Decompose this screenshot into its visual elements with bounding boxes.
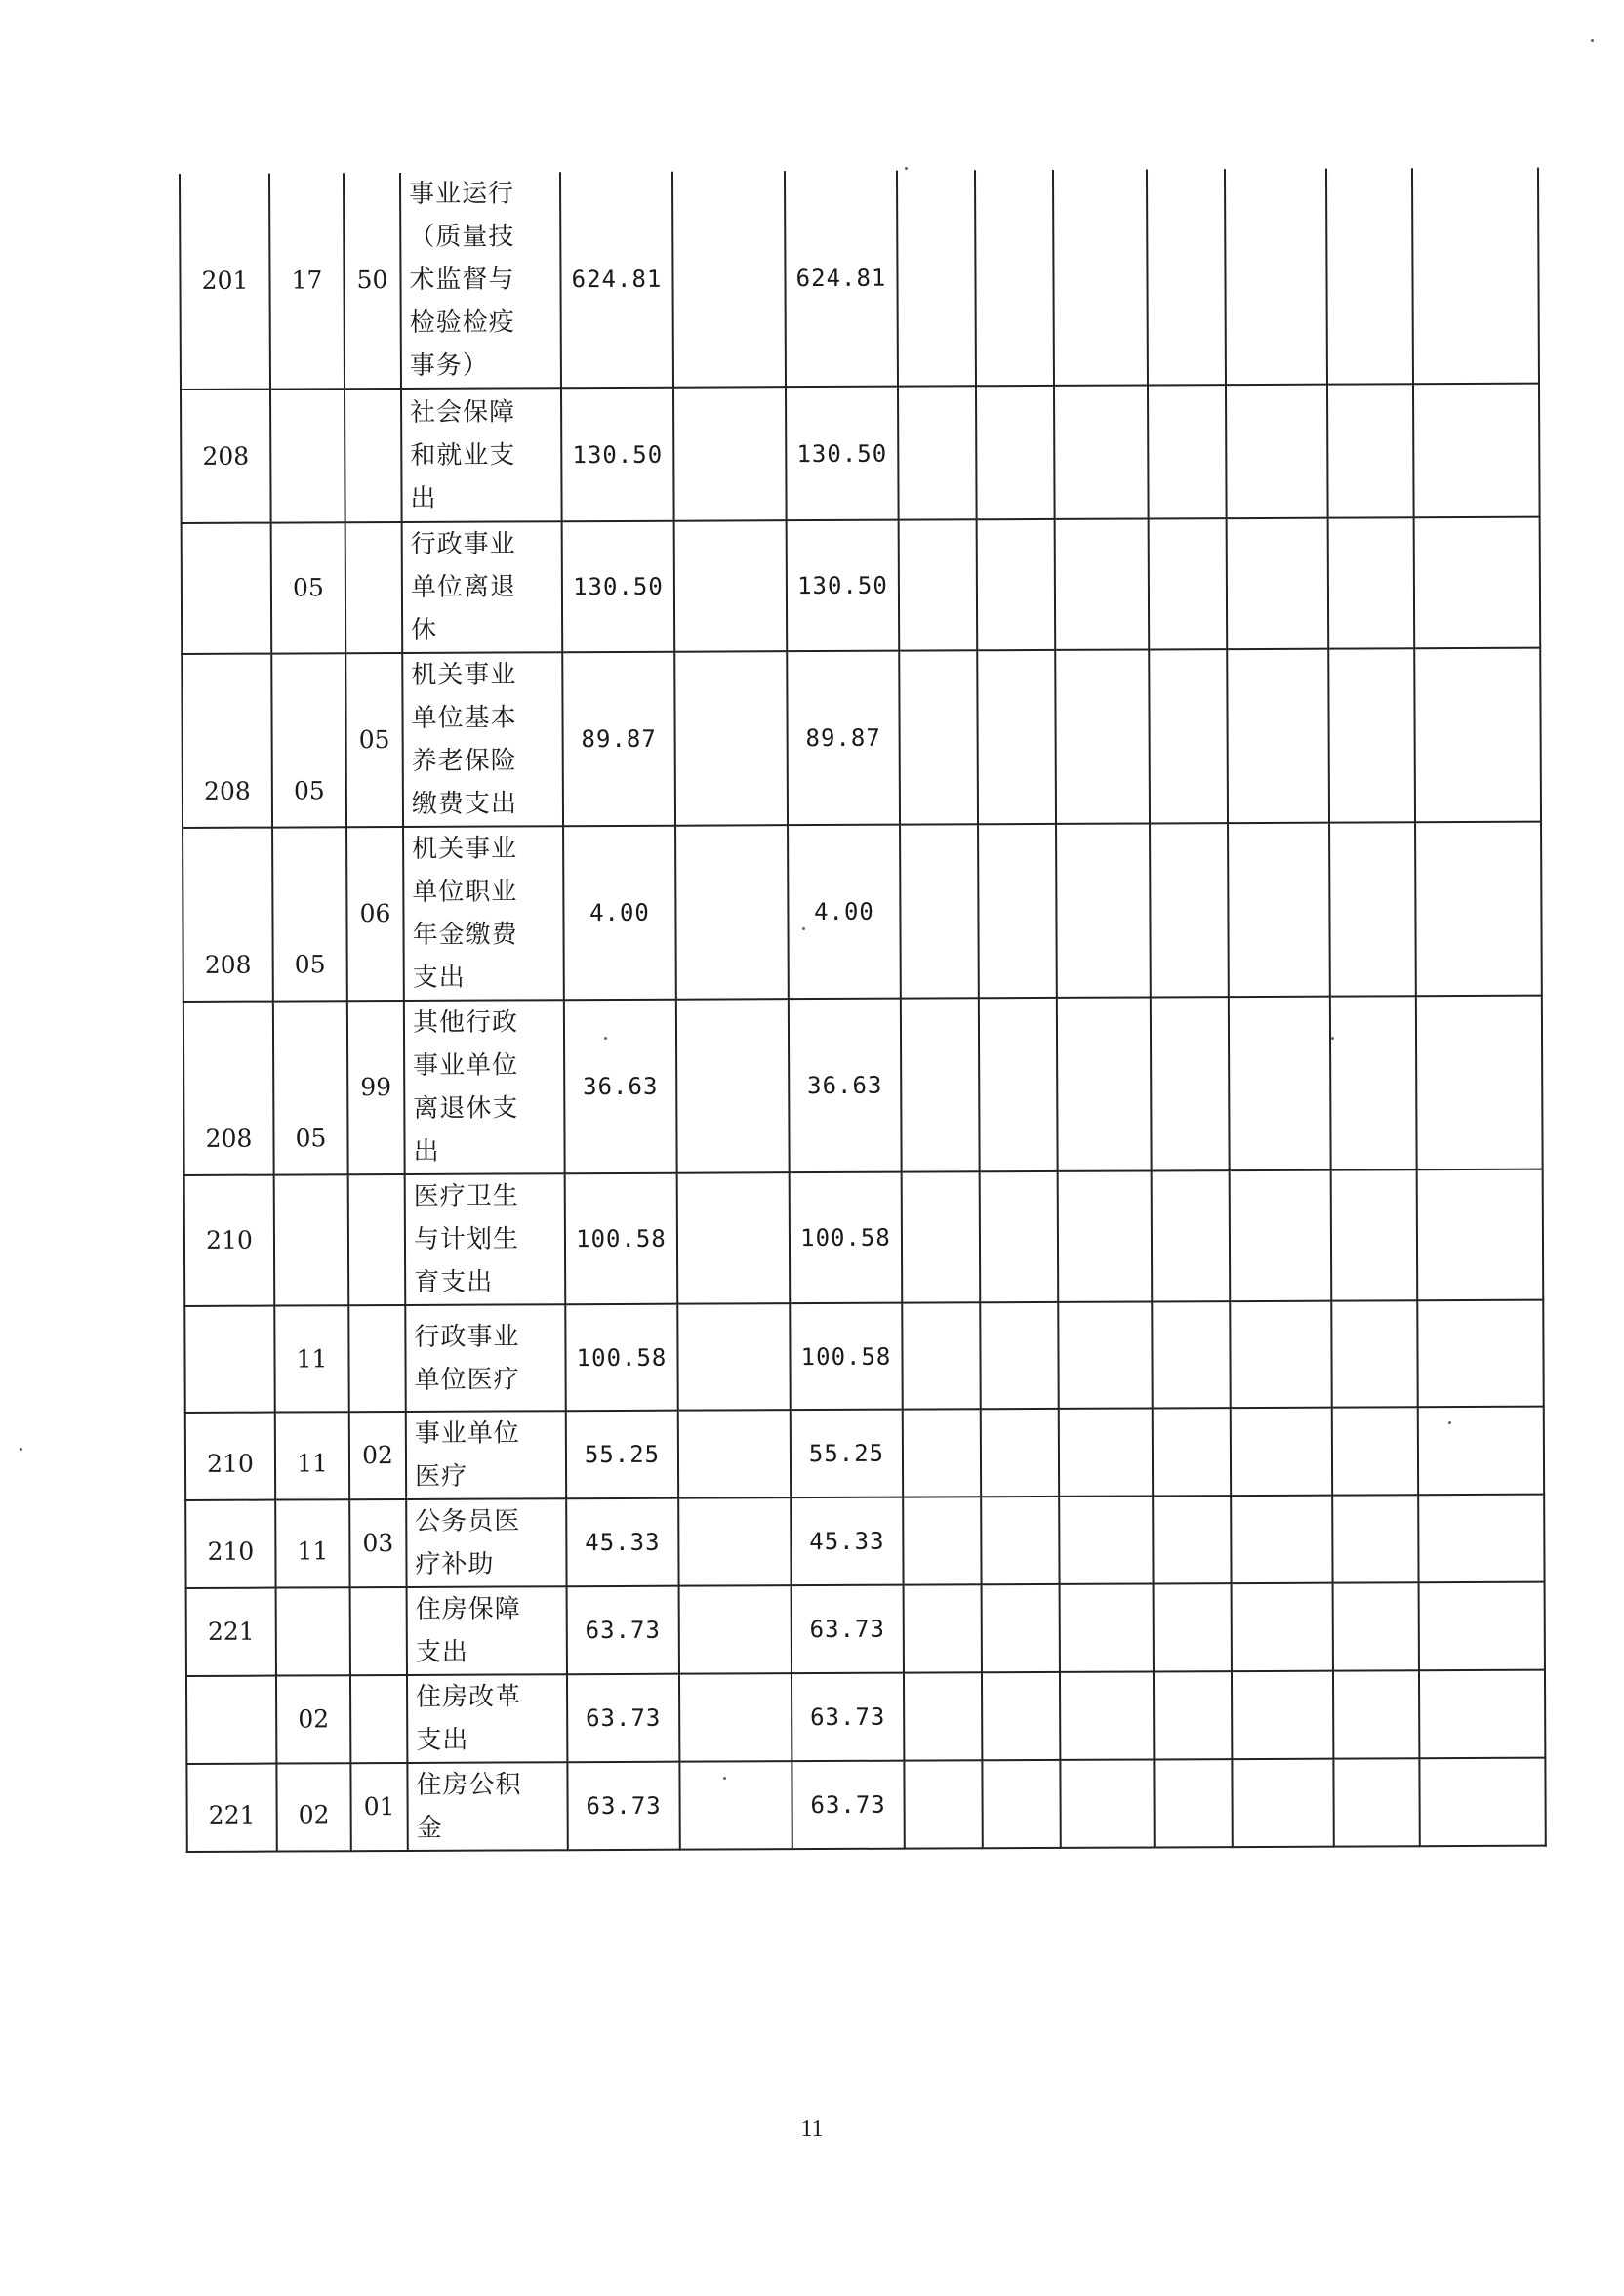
basic-expenditure-cell: 89.87 (787, 651, 900, 826)
scan-speck (802, 927, 805, 930)
empty-cell (980, 1302, 1058, 1409)
item-name-line: 机关事业 (411, 660, 517, 690)
empty-cell (1333, 1670, 1419, 1758)
class-code-cell (186, 1676, 276, 1764)
item-name-line: 单位职业 (412, 877, 518, 907)
section-code-cell: 02 (276, 1675, 350, 1763)
empty-cell (1418, 1495, 1544, 1583)
empty-cell (1231, 1496, 1332, 1583)
basic-expenditure-cell: 100.58 (790, 1172, 903, 1304)
class-code-cell: 208 (183, 1002, 274, 1175)
section-code-cell (274, 1174, 349, 1305)
item-name-line: 事业单位 (413, 1050, 519, 1081)
empty-cell (1229, 997, 1331, 1170)
empty-cell (898, 386, 977, 519)
item-code-cell (350, 1587, 407, 1675)
item-name-line: 单位基本 (411, 703, 517, 733)
empty-cell (979, 998, 1058, 1171)
item-name-line: 社会保障 (410, 396, 516, 428)
empty-cell (981, 1409, 1059, 1496)
table-row (184, 1169, 1544, 1306)
empty-cell (904, 1760, 982, 1848)
empty-cell (1227, 649, 1329, 823)
section-code-cell: 11 (275, 1499, 349, 1587)
total-amount-cell: 55.25 (566, 1411, 678, 1499)
scan-speck (1448, 1421, 1451, 1424)
empty-cell (1153, 1408, 1231, 1496)
blank-amount-cell (676, 999, 790, 1173)
empty-cell (982, 1760, 1060, 1848)
item-name-line: 住房公积 (416, 1770, 522, 1800)
empty-cell (975, 170, 1054, 386)
item-name-line: 和就业支 (410, 439, 516, 471)
scan-speck (905, 167, 908, 170)
empty-cell (1151, 997, 1230, 1170)
empty-cell (976, 386, 1055, 519)
item-code-cell (345, 522, 403, 653)
total-amount-cell: 130.50 (561, 388, 674, 522)
empty-cell (1153, 1496, 1231, 1583)
empty-cell (1417, 1169, 1544, 1301)
blank-amount-cell (672, 171, 786, 388)
basic-expenditure-cell: 63.73 (792, 1761, 904, 1850)
item-name-line: 行政事业 (414, 1321, 520, 1352)
item-name-line: 年金缴费 (412, 920, 518, 950)
item-name-cell (407, 1674, 567, 1763)
empty-cell (1231, 1408, 1332, 1496)
empty-cell (1416, 996, 1543, 1170)
section-code-cell: 05 (272, 827, 347, 1001)
empty-cell (1332, 1407, 1418, 1495)
class-code-cell: 221 (186, 1588, 276, 1676)
item-name-line: 医疗 (414, 1461, 468, 1492)
item-name-line: 出 (413, 1136, 440, 1167)
item-name-line: 支出 (412, 963, 466, 993)
item-name-line: 其他行政 (412, 1007, 519, 1038)
table-row (183, 996, 1543, 1175)
empty-cell (1054, 385, 1149, 518)
empty-cell (1055, 649, 1150, 823)
item-name-line: 出 (410, 483, 437, 513)
budget-expenditure-table (179, 168, 1547, 1853)
class-code-cell: 210 (185, 1413, 275, 1500)
empty-cell (1326, 168, 1413, 384)
empty-cell (1232, 1583, 1333, 1671)
empty-cell (902, 1171, 981, 1302)
total-amount-cell: 63.73 (567, 1674, 679, 1763)
empty-cell (904, 1584, 982, 1672)
item-name-cell (407, 1762, 567, 1851)
empty-cell (977, 650, 1056, 824)
empty-cell (1057, 997, 1152, 1170)
empty-cell (1230, 1170, 1332, 1301)
empty-cell (1333, 1758, 1419, 1846)
class-code-cell: 208 (182, 654, 272, 828)
item-name-line: 休 (411, 615, 438, 645)
empty-cell (1154, 1583, 1232, 1671)
blank-amount-cell (677, 1172, 791, 1304)
section-code-cell: 02 (276, 1763, 350, 1851)
empty-cell (1149, 518, 1228, 649)
empty-cell (903, 1409, 981, 1496)
table-row (181, 384, 1540, 523)
basic-expenditure-cell: 63.73 (792, 1673, 904, 1762)
total-amount-cell: 100.58 (565, 1304, 677, 1412)
blank-amount-cell (678, 1410, 791, 1498)
empty-cell (1060, 1759, 1154, 1847)
table-row (186, 1758, 1545, 1852)
total-amount-cell: 130.50 (562, 521, 675, 653)
scan-speck (20, 1448, 22, 1451)
basic-expenditure-cell: 55.25 (791, 1410, 903, 1498)
empty-cell (1147, 169, 1226, 385)
empty-cell (1058, 1301, 1152, 1408)
total-amount-cell: 63.73 (567, 1762, 679, 1851)
class-code-cell (182, 523, 272, 654)
empty-cell (1232, 1759, 1333, 1847)
empty-cell (1329, 822, 1416, 996)
empty-cell (899, 519, 978, 650)
item-name-cell (402, 652, 563, 827)
empty-cell (1332, 1495, 1418, 1582)
empty-cell (1230, 1301, 1331, 1408)
item-name-line: 住房保障 (415, 1594, 521, 1624)
empty-cell (1331, 1300, 1417, 1407)
section-code-cell: 05 (271, 522, 346, 653)
empty-cell (1328, 648, 1415, 822)
empty-cell (982, 1584, 1060, 1672)
empty-cell (1149, 649, 1228, 823)
empty-cell (1053, 169, 1148, 385)
basic-expenditure-cell: 63.73 (792, 1585, 904, 1674)
item-name-line: 养老保险 (411, 746, 517, 776)
item-name-line: 单位医疗 (414, 1364, 520, 1395)
blank-amount-cell (675, 825, 789, 1000)
empty-cell (1327, 384, 1414, 517)
empty-cell (1414, 517, 1541, 649)
blank-amount-cell (673, 387, 787, 521)
table-row (182, 517, 1541, 654)
item-code-cell: 99 (347, 1001, 405, 1174)
item-name-line: 医疗卫生 (413, 1181, 519, 1211)
item-name-line: 机关事业 (412, 834, 518, 864)
empty-cell (1152, 1301, 1230, 1408)
item-name-line: 与计划生 (413, 1224, 520, 1254)
blank-amount-cell (679, 1761, 792, 1850)
item-name-cell (405, 1304, 565, 1412)
item-name-line: （质量技 (409, 222, 515, 252)
class-code-cell: 221 (186, 1764, 276, 1852)
total-amount-cell: 45.33 (566, 1498, 678, 1587)
item-name-line: 疗补助 (415, 1549, 495, 1579)
table-row (180, 168, 1539, 390)
empty-cell (1419, 1670, 1545, 1759)
total-amount-cell: 4.00 (563, 826, 676, 1001)
empty-cell (1227, 518, 1329, 649)
empty-cell (1154, 1671, 1232, 1759)
blank-amount-cell (677, 1303, 790, 1411)
item-name-line: 离退休支 (413, 1093, 519, 1124)
item-name-cell (407, 1586, 567, 1675)
empty-cell (1333, 1582, 1419, 1670)
empty-cell (1148, 385, 1227, 518)
empty-cell (981, 1496, 1059, 1584)
item-code-cell (348, 1305, 405, 1412)
section-code-cell: 11 (274, 1305, 348, 1412)
scan-speck (723, 1777, 726, 1780)
empty-cell (1414, 648, 1541, 823)
blank-amount-cell (674, 520, 788, 652)
section-code-cell: 05 (273, 1001, 348, 1174)
empty-cell (899, 650, 978, 824)
empty-cell (1328, 517, 1415, 648)
basic-expenditure-cell: 130.50 (787, 520, 900, 652)
blank-amount-cell (679, 1673, 792, 1762)
item-code-cell: 50 (344, 173, 401, 389)
item-name-cell (406, 1411, 566, 1499)
item-name-line: 住房改革 (416, 1682, 522, 1712)
table-row (183, 822, 1542, 1002)
table-row (182, 648, 1541, 828)
section-code-cell (276, 1587, 350, 1675)
empty-cell (1419, 1582, 1545, 1671)
item-name-line: 术监督与 (409, 265, 515, 295)
empty-cell (1058, 1170, 1153, 1301)
empty-cell (1060, 1671, 1154, 1759)
item-name-line: 缴费支出 (411, 789, 518, 819)
scan-speck (1591, 39, 1594, 42)
basic-expenditure-cell: 130.50 (786, 387, 899, 521)
section-code-cell: 17 (269, 173, 345, 389)
total-amount-cell: 63.73 (567, 1586, 679, 1675)
item-code-cell: 01 (350, 1763, 407, 1851)
section-code-cell (270, 389, 345, 522)
empty-cell (1055, 518, 1150, 649)
item-code-cell: 05 (345, 653, 403, 827)
item-name-line: 育支出 (414, 1267, 494, 1297)
total-amount-cell: 36.63 (564, 1000, 677, 1174)
scan-speck (604, 1037, 607, 1040)
empty-cell (1418, 1407, 1544, 1496)
empty-cell (902, 1302, 980, 1409)
empty-cell (978, 824, 1057, 998)
item-code-cell (350, 1675, 407, 1763)
empty-cell (1232, 1671, 1333, 1759)
empty-cell (1154, 1759, 1232, 1847)
item-code-cell (345, 389, 402, 522)
section-code-cell: 11 (275, 1412, 349, 1499)
empty-cell (1228, 823, 1330, 997)
empty-cell (1059, 1496, 1153, 1583)
basic-expenditure-cell: 100.58 (790, 1303, 902, 1411)
class-code-cell: 201 (180, 174, 270, 390)
blank-amount-cell (674, 651, 788, 826)
empty-cell (1226, 385, 1328, 518)
empty-cell (1056, 823, 1151, 997)
item-name-cell (405, 1173, 566, 1305)
empty-cell (980, 1171, 1059, 1302)
empty-cell (901, 998, 980, 1171)
empty-cell (1415, 822, 1542, 997)
item-code-cell: 03 (349, 1499, 406, 1587)
basic-expenditure-cell: 4.00 (788, 825, 901, 1000)
empty-cell (897, 170, 976, 386)
item-name-line: 检验检疫 (409, 308, 515, 338)
item-name-line: 行政事业 (410, 529, 516, 559)
empty-cell (1150, 823, 1229, 997)
basic-expenditure-cell: 45.33 (791, 1497, 903, 1586)
class-code-cell: 208 (181, 390, 271, 523)
total-amount-cell: 624.81 (560, 172, 673, 389)
table-row (186, 1670, 1545, 1764)
item-name-line: 金 (416, 1813, 443, 1843)
item-name-cell (400, 172, 561, 389)
blank-amount-cell (678, 1497, 791, 1586)
item-code-cell: 06 (346, 827, 404, 1001)
basic-expenditure-cell: 624.81 (785, 171, 898, 388)
empty-cell (1060, 1583, 1154, 1671)
class-code-cell: 210 (185, 1500, 275, 1588)
table-row (185, 1407, 1544, 1500)
class-code-cell: 210 (184, 1175, 275, 1306)
item-name-cell (404, 1000, 565, 1174)
item-code-cell: 02 (349, 1412, 406, 1499)
section-code-cell: 05 (271, 653, 346, 827)
empty-cell (1412, 168, 1539, 385)
empty-cell (982, 1672, 1060, 1760)
item-name-cell (402, 521, 563, 653)
item-name-line: 事业单位 (414, 1418, 520, 1449)
budget-table-sheet (179, 168, 1545, 1843)
empty-cell (903, 1496, 981, 1584)
item-name-line: 单位离退 (410, 572, 517, 602)
empty-cell (1059, 1408, 1153, 1496)
item-name-line: 公务员医 (415, 1506, 521, 1537)
class-code-cell (184, 1306, 274, 1413)
item-name-line: 支出 (416, 1725, 469, 1755)
table-row (186, 1582, 1545, 1676)
empty-cell (904, 1672, 982, 1760)
item-name-line: 支出 (415, 1637, 468, 1667)
empty-cell (1330, 996, 1417, 1169)
blank-amount-cell (679, 1585, 792, 1674)
basic-expenditure-cell: 36.63 (789, 999, 902, 1173)
empty-cell (1152, 1170, 1231, 1301)
item-name-cell (401, 388, 562, 522)
class-code-cell: 208 (183, 828, 273, 1002)
empty-cell (1419, 1758, 1545, 1847)
empty-cell (1413, 384, 1540, 518)
item-name-line: 事业运行 (409, 179, 515, 209)
empty-cell (900, 824, 979, 998)
table-row (185, 1495, 1544, 1588)
item-name-line: 事务） (409, 350, 489, 381)
total-amount-cell: 100.58 (565, 1173, 678, 1305)
table-row (184, 1300, 1543, 1413)
scan-speck (1331, 1037, 1334, 1040)
item-name-cell (403, 826, 564, 1001)
empty-cell (1331, 1169, 1418, 1300)
empty-cell (1417, 1300, 1543, 1408)
page-number: 11 (800, 2116, 824, 2142)
item-code-cell (348, 1174, 406, 1305)
empty-cell (977, 519, 1056, 650)
total-amount-cell: 89.87 (562, 652, 675, 827)
item-name-cell (406, 1498, 566, 1587)
empty-cell (1225, 169, 1327, 385)
